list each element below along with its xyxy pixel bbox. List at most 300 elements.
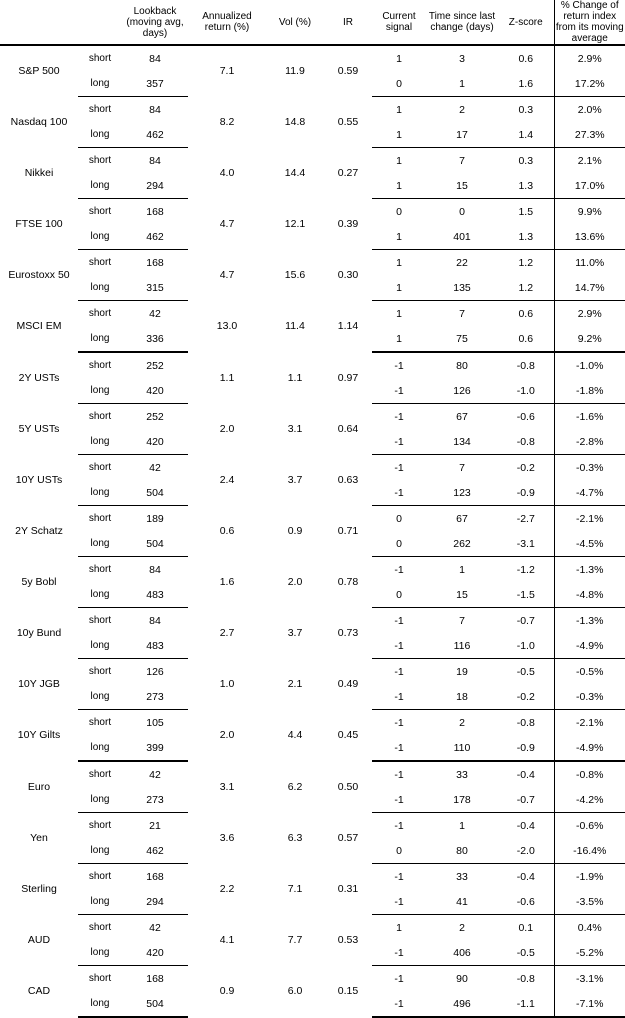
pct-change-value: -0.3% [554, 455, 625, 481]
term-label: short [88, 53, 112, 64]
table-row [0, 404, 625, 430]
time-since-last-change-value: 2 [459, 921, 465, 934]
current-signal-value: -1 [394, 359, 404, 372]
time-since-last-change-value: 75 [426, 326, 498, 352]
lookback-value: 504 [122, 531, 188, 557]
zscore-value: 1.3 [498, 173, 554, 199]
lookback-value: 84 [149, 103, 161, 116]
term-label: short [88, 564, 112, 575]
asset-name: Yen [30, 832, 48, 844]
term-label: short [88, 360, 112, 371]
term-label: short [88, 155, 112, 166]
lookback-value: 105 [146, 716, 164, 729]
current-signal-value: 1 [396, 52, 402, 65]
lookback-value: 273 [122, 684, 188, 710]
zscore-value: 1.3 [498, 224, 554, 250]
zscore-value: -0.8 [516, 716, 535, 729]
zscore-value: -3.1 [498, 531, 554, 557]
annualized-return-value: 2.7 [219, 627, 235, 639]
table-row [0, 915, 625, 941]
lookback-value: 357 [122, 71, 188, 97]
lookback-value: 336 [122, 326, 188, 352]
lookback-value: 42 [149, 461, 161, 474]
time-since-last-change-value: 33 [456, 870, 468, 883]
pct-change-value: -3.1% [554, 966, 625, 992]
current-signal-value: 1 [396, 103, 402, 116]
table-row [0, 45, 625, 71]
asset-name: FTSE 100 [15, 218, 63, 230]
time-since-last-change-value: 126 [426, 378, 498, 404]
pct-change-value: -1.9% [554, 864, 625, 890]
ir-value: 0.64 [337, 423, 359, 435]
lookback-value: 189 [146, 512, 164, 525]
term-label: long [78, 429, 122, 455]
pct-change-value: -0.3% [554, 684, 625, 710]
lookback-value: 252 [146, 359, 164, 372]
asset-name: Eurostoxx 50 [8, 269, 70, 281]
lookback-value: 168 [146, 205, 164, 218]
ir-value: 0.30 [337, 269, 359, 281]
term-label: short [88, 820, 112, 831]
term-label: long [78, 173, 122, 199]
term-label: long [78, 378, 122, 404]
zscore-value: -2.7 [516, 512, 535, 525]
pct-change-value: 14.7% [554, 275, 625, 301]
lookback-value: 84 [149, 614, 161, 627]
term-label: long [78, 122, 122, 148]
zscore-value: 0.6 [518, 52, 534, 65]
lookback-value: 42 [149, 307, 161, 320]
time-since-last-change-value: 67 [456, 512, 468, 525]
current-signal-value: -1 [394, 665, 404, 678]
annualized-return-value: 1.0 [219, 678, 235, 690]
time-since-last-change-value: 401 [426, 224, 498, 250]
time-since-last-change-value: 1 [459, 563, 465, 576]
pct-change-value: -4.7% [554, 480, 625, 506]
time-since-last-change-value: 1 [426, 71, 498, 97]
header-ir: IR [343, 16, 353, 28]
asset-name: 2Y USTs [18, 371, 60, 384]
pct-change-value: -3.5% [554, 889, 625, 915]
term-label: long [78, 735, 122, 761]
header-pct-change: % Change of return index from its moving average [555, 0, 624, 44]
current-signal-value: 1 [372, 326, 426, 352]
time-since-last-change-value: 33 [456, 768, 468, 781]
term-label: long [78, 684, 122, 710]
current-signal-value: 1 [396, 307, 402, 320]
asset-name: 2Y Schatz [15, 525, 63, 537]
pct-change-value: 11.0% [554, 250, 625, 276]
zscore-value: -1.5 [498, 582, 554, 608]
time-since-last-change-value: 3 [459, 52, 465, 65]
term-label: short [88, 922, 112, 933]
annualized-return-value: 0.9 [219, 985, 235, 998]
lookback-value: 42 [149, 921, 161, 934]
ir-value: 0.71 [337, 525, 359, 537]
table-row [0, 813, 625, 839]
current-signal-value: -1 [372, 684, 426, 710]
lookback-value: 483 [122, 582, 188, 608]
time-since-last-change-value: 2 [459, 103, 465, 116]
lookback-value: 462 [122, 224, 188, 250]
time-since-last-change-value: 1 [459, 819, 465, 832]
pct-change-value: 2.9% [554, 45, 625, 71]
table-row [0, 352, 625, 378]
pct-change-value: -4.9% [554, 633, 625, 659]
zscore-value: -0.5 [516, 665, 535, 678]
pct-change-value: -1.3% [554, 557, 625, 583]
annualized-return-value: 8.2 [219, 116, 235, 128]
vol-value: 11.4 [285, 320, 305, 333]
table-row [0, 761, 625, 787]
zscore-value: -0.8 [516, 359, 535, 372]
vol-value: 1.1 [287, 371, 303, 384]
time-since-last-change-value: 19 [456, 665, 468, 678]
term-label: short [88, 615, 112, 626]
annualized-return-value: 4.7 [219, 218, 235, 230]
term-label: short [88, 462, 112, 473]
current-signal-value: -1 [372, 735, 426, 761]
current-signal-value: 0 [396, 512, 402, 525]
header-time-since-last-change: Time since last change (days) [428, 11, 496, 33]
zscore-value: 1.5 [518, 205, 534, 218]
time-since-last-change-value: 134 [426, 429, 498, 455]
vol-value: 7.7 [287, 934, 303, 946]
table-row [0, 148, 625, 174]
time-since-last-change-value: 67 [456, 410, 468, 423]
current-signal-value: -1 [372, 480, 426, 506]
ir-value: 0.27 [337, 167, 359, 179]
current-signal-value: 0 [372, 838, 426, 864]
time-since-last-change-value: 7 [459, 307, 465, 320]
pct-change-value: 9.9% [554, 199, 625, 225]
current-signal-value: 0 [396, 205, 402, 218]
time-since-last-change-value: 0 [459, 205, 465, 218]
vol-value: 14.4 [284, 167, 306, 179]
term-label: short [88, 206, 112, 217]
asset-name: 10Y USTs [15, 474, 63, 486]
pct-change-value: -2.8% [554, 429, 625, 455]
zscore-value: -1.0 [498, 633, 554, 659]
annualized-return-value: 2.4 [219, 474, 235, 486]
term-label: long [78, 275, 122, 301]
time-since-last-change-value: 41 [426, 889, 498, 915]
term-label: short [88, 769, 112, 780]
vol-value: 6.3 [287, 832, 303, 844]
lookback-value: 84 [149, 154, 161, 167]
pct-change-value: 0.4% [554, 915, 625, 941]
annualized-return-value: 4.7 [219, 269, 235, 281]
time-since-last-change-value: 496 [426, 991, 498, 1017]
pct-change-value: -5.2% [554, 940, 625, 966]
vol-value: 6.2 [287, 780, 303, 793]
pct-change-value: 2.0% [554, 97, 625, 123]
term-label: long [78, 991, 122, 1017]
lookback-value: 294 [122, 889, 188, 915]
ir-value: 0.63 [337, 474, 359, 486]
ir-value: 0.50 [337, 780, 359, 793]
pct-change-value: -1.6% [554, 404, 625, 430]
lookback-value: 420 [122, 378, 188, 404]
annualized-return-value: 4.1 [219, 934, 235, 946]
term-label: short [88, 666, 112, 677]
current-signal-value: 1 [372, 275, 426, 301]
header-annualized-return: Annualized return (%) [202, 11, 252, 33]
lookback-value: 21 [149, 819, 161, 832]
ir-value: 0.15 [337, 985, 359, 998]
lookback-value: 168 [146, 256, 164, 269]
lookback-value: 273 [122, 787, 188, 813]
zscore-value: -1.0 [498, 378, 554, 404]
ir-value: 0.59 [337, 65, 359, 78]
pct-change-value: -1.3% [554, 608, 625, 634]
current-signal-value: -1 [394, 410, 404, 423]
time-since-last-change-value: 116 [426, 633, 498, 659]
term-label: long [78, 71, 122, 97]
term-label: short [88, 308, 112, 319]
zscore-value: -0.7 [516, 614, 535, 627]
pct-change-value: 17.0% [554, 173, 625, 199]
vol-value: 4.4 [287, 729, 303, 742]
pct-change-value: -1.0% [554, 352, 625, 378]
annualized-return-value: 3.6 [219, 832, 235, 844]
lookback-value: 42 [149, 768, 161, 781]
vol-value: 7.1 [287, 883, 303, 895]
term-label: long [78, 531, 122, 557]
ir-value: 0.73 [337, 627, 359, 639]
time-since-last-change-value: 123 [426, 480, 498, 506]
ir-value: 0.39 [337, 218, 359, 230]
current-signal-value: 1 [396, 256, 402, 269]
current-signal-value: 0 [372, 582, 426, 608]
term-label: long [78, 889, 122, 915]
annualized-return-value: 2.0 [219, 729, 235, 742]
annualized-return-value: 2.2 [219, 883, 235, 895]
pct-change-value: -0.6% [554, 813, 625, 839]
pct-change-value: -4.2% [554, 787, 625, 813]
lookback-value: 84 [149, 563, 161, 576]
asset-name: Nikkei [24, 167, 54, 179]
asset-name: AUD [27, 934, 51, 946]
ir-value: 0.78 [337, 576, 359, 588]
zscore-value: -0.6 [516, 410, 535, 423]
time-since-last-change-value: 80 [426, 838, 498, 864]
annualized-return-value: 3.1 [219, 780, 235, 793]
ir-value: 0.45 [337, 729, 359, 742]
current-signal-value: -1 [372, 378, 426, 404]
lookback-value: 462 [122, 838, 188, 864]
lookback-value: 504 [122, 480, 188, 506]
asset-name: S&P 500 [18, 65, 60, 78]
ir-value: 0.53 [337, 934, 359, 946]
zscore-value: -0.4 [516, 768, 535, 781]
current-signal-value: 1 [372, 122, 426, 148]
term-label: long [78, 480, 122, 506]
current-signal-value: -1 [394, 461, 404, 474]
lookback-value: 315 [122, 275, 188, 301]
current-signal-value: 0 [372, 531, 426, 557]
zscore-value: -0.5 [498, 940, 554, 966]
header-vol: Vol (%) [278, 16, 312, 28]
time-since-last-change-value: 262 [426, 531, 498, 557]
table-row [0, 864, 625, 890]
term-label: short [88, 717, 112, 728]
ir-value: 0.55 [337, 116, 359, 128]
vol-value: 6.0 [287, 985, 303, 998]
asset-name: 10Y Gilts [17, 729, 61, 742]
term-label: short [88, 513, 112, 524]
asset-name: 5y Bobl [21, 576, 57, 588]
term-label: short [88, 973, 112, 984]
current-signal-value: -1 [394, 819, 404, 832]
current-signal-value: -1 [372, 940, 426, 966]
zscore-value: -2.0 [498, 838, 554, 864]
lookback-value: 168 [146, 870, 164, 883]
time-since-last-change-value: 90 [456, 972, 468, 985]
time-since-last-change-value: 7 [459, 154, 465, 167]
annualized-return-value: 4.0 [219, 167, 235, 179]
lookback-value: 399 [122, 735, 188, 761]
asset-name: Euro [27, 780, 51, 793]
ir-value: 1.14 [337, 320, 359, 333]
zscore-value: 0.6 [498, 326, 554, 352]
vol-value: 11.9 [285, 65, 305, 78]
lookback-value: 294 [122, 173, 188, 199]
zscore-value: 1.2 [498, 275, 554, 301]
term-label: long [78, 787, 122, 813]
lookback-value: 420 [122, 429, 188, 455]
zscore-value: -0.2 [516, 461, 535, 474]
asset-name: MSCI EM [16, 320, 62, 333]
vol-value: 3.7 [287, 627, 303, 639]
current-signal-value: 1 [396, 921, 402, 934]
time-since-last-change-value: 80 [456, 359, 468, 372]
table-row [0, 710, 625, 736]
ir-value: 0.31 [337, 883, 359, 895]
term-label: long [78, 838, 122, 864]
table-row [0, 966, 625, 992]
zscore-value: -1.1 [498, 991, 554, 1017]
ir-value: 0.57 [337, 832, 359, 844]
current-signal-value: 1 [372, 173, 426, 199]
zscore-value: -0.2 [498, 684, 554, 710]
table-row [0, 506, 625, 532]
annualized-return-value: 1.6 [219, 576, 235, 588]
zscore-value: 0.1 [518, 921, 534, 934]
annualized-return-value: 1.1 [219, 371, 235, 384]
current-signal-value: -1 [394, 768, 404, 781]
header-current-signal: Current signal [382, 11, 416, 33]
zscore-value: 1.4 [498, 122, 554, 148]
vol-value: 15.6 [284, 269, 306, 281]
pct-change-value: -2.1% [554, 506, 625, 532]
time-since-last-change-value: 22 [456, 256, 468, 269]
ir-value: 0.49 [337, 678, 359, 690]
header-asset [0, 0, 78, 45]
pct-change-value: 2.9% [554, 301, 625, 327]
time-since-last-change-value: 135 [426, 275, 498, 301]
annualized-return-value: 0.6 [219, 525, 235, 537]
time-since-last-change-value: 178 [426, 787, 498, 813]
pct-change-value: 27.3% [554, 122, 625, 148]
table-header [0, 0, 625, 45]
zscore-value: -0.7 [498, 787, 554, 813]
time-since-last-change-value: 15 [426, 173, 498, 199]
vol-value: 3.7 [287, 474, 303, 486]
current-signal-value: -1 [394, 716, 404, 729]
header-lookback: Lookback (moving avg, days) [126, 5, 184, 39]
pct-change-value: 9.2% [554, 326, 625, 352]
zscore-value: 0.3 [518, 154, 534, 167]
time-since-last-change-value: 110 [426, 735, 498, 761]
zscore-value: -0.8 [498, 429, 554, 455]
vol-value: 14.8 [284, 116, 306, 128]
current-signal-value: -1 [394, 563, 404, 576]
lookback-value: 84 [149, 52, 161, 65]
vol-value: 0.9 [287, 525, 303, 537]
time-since-last-change-value: 7 [459, 614, 465, 627]
table-row [0, 97, 625, 123]
term-label: long [78, 224, 122, 250]
zscore-value: 1.2 [518, 256, 534, 269]
pct-change-value: 2.1% [554, 148, 625, 174]
current-signal-value: 1 [372, 224, 426, 250]
pct-change-value: -4.9% [554, 735, 625, 761]
asset-name: CAD [27, 985, 51, 998]
time-since-last-change-value: 18 [426, 684, 498, 710]
annualized-return-value: 13.0 [216, 320, 238, 333]
zscore-value: -0.9 [498, 735, 554, 761]
lookback-value: 462 [122, 122, 188, 148]
current-signal-value: -1 [372, 429, 426, 455]
current-signal-value: -1 [394, 870, 404, 883]
time-since-last-change-value: 7 [459, 461, 465, 474]
table-row [0, 455, 625, 481]
zscore-value: -0.4 [516, 870, 535, 883]
asset-name: 10y Bund [16, 627, 62, 639]
table-row [0, 301, 625, 327]
zscore-value: 0.6 [518, 307, 534, 320]
table-row [0, 608, 625, 634]
asset-name: Sterling [21, 883, 57, 895]
pct-change-value: -0.5% [554, 659, 625, 685]
term-label: short [88, 257, 112, 268]
current-signal-value: -1 [372, 787, 426, 813]
table-body [0, 45, 625, 1017]
time-since-last-change-value: 2 [459, 716, 465, 729]
term-label: long [78, 326, 122, 352]
header-term [78, 0, 122, 45]
current-signal-value: -1 [372, 633, 426, 659]
asset-name: 10Y JGB [18, 678, 60, 690]
current-signal-value: 1 [396, 154, 402, 167]
zscore-value: -0.6 [498, 889, 554, 915]
pct-change-value: -4.5% [554, 531, 625, 557]
pct-change-value: -16.4% [554, 838, 625, 864]
zscore-value: -0.9 [498, 480, 554, 506]
lookback-value: 420 [122, 940, 188, 966]
term-label: long [78, 940, 122, 966]
lookback-value: 252 [146, 410, 164, 423]
vol-value: 2.0 [287, 576, 303, 588]
term-label: long [78, 633, 122, 659]
lookback-value: 168 [146, 972, 164, 985]
ir-value: 0.97 [337, 371, 359, 384]
table-row [0, 557, 625, 583]
lookback-value: 126 [146, 665, 164, 678]
pct-change-value: -7.1% [554, 991, 625, 1017]
pct-change-value: -1.8% [554, 378, 625, 404]
